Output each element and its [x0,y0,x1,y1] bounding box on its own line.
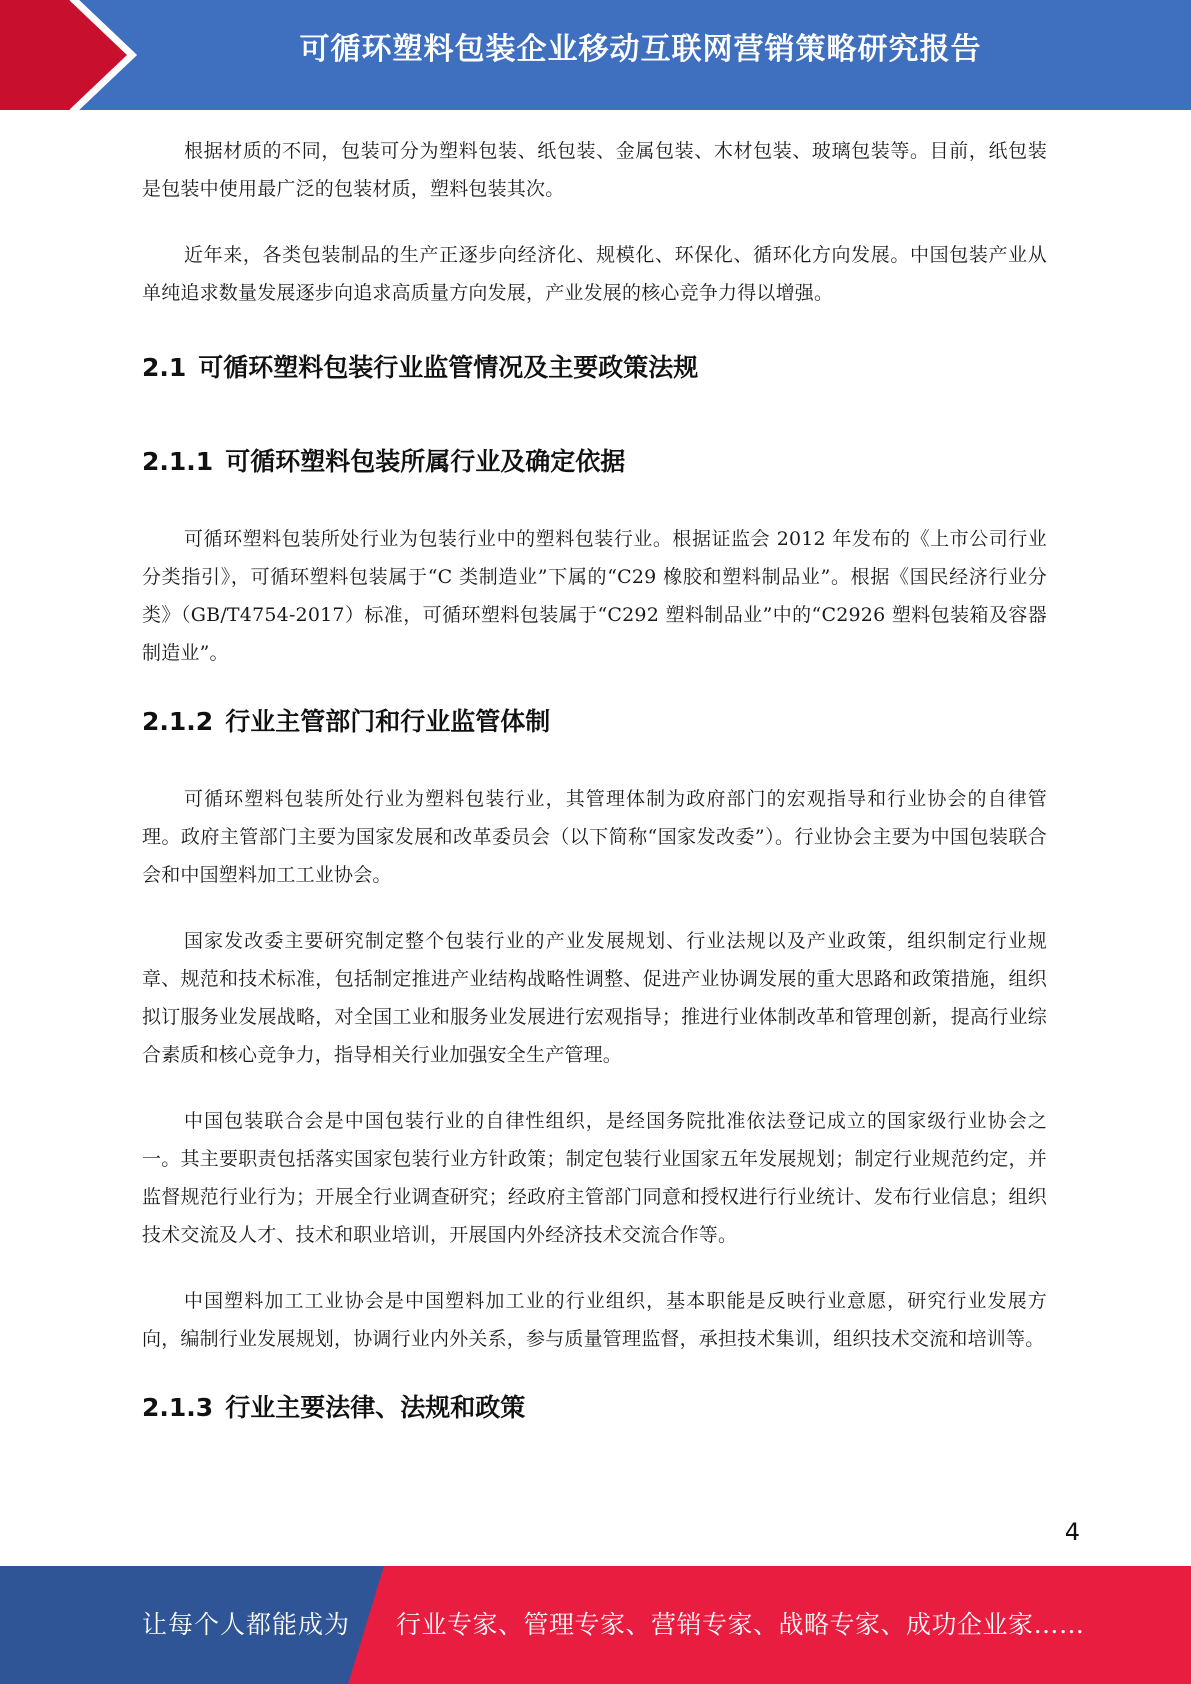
heading-number: 2.1.3 [142,1393,214,1422]
section-heading-2-1-3 [142,1388,1047,1424]
heading-text: 可循环塑料包装所属行业及确定依据 [225,447,626,476]
section-heading-2-1 [142,348,1047,384]
section-heading-2-1-1 [142,442,1047,478]
header-red-arrow [0,0,160,110]
paragraph: 中国包装联合会是中国包装行业的自律性组织，是经国务院批准依法登记成立的国家级行业协会之一。其主要职责包括落实国家包装行业方针政策；制定包装行业国家五年发展规划；制定行业规范约定，并监督规范行业行为；开展全行业调查研究；经政府主管部门同意和授权进行行业统计、发布行业信息；组织技术交流及人才、技术和职业培训，开展国内外经济技术交流合作等。 [142,1110,1047,1246]
heading-number: 2.1 [142,353,187,382]
heading-number: 2.1.1 [142,447,214,476]
paragraph: 根据材质的不同，包装可分为塑料包装、纸包装、金属包装、木材包装、玻璃包装等。目前，纸包装是包装中使用最广泛的包装材质，塑料包装其次。 [142,140,1047,200]
paragraph: 可循环塑料包装所处行业为包装行业中的塑料包装行业。根据证监会 2012 年发布的《上市公司行业分类指引》，可循环塑料包装属于“C 类制造业”下属的“C29 橡胶和塑料制品业”。根据《国民经济行业分类》（GB/T4754-2017）标准，可循环塑料包装属于“C292 塑料制品业”中的“C2926 塑料包装箱及容器制造业”。 [142,528,1047,664]
paragraph: 中国塑料加工工业协会是中国塑料加工业的行业组织，基本职能是反映行业意愿，研究行业发展方向，编制行业发展规划，协调行业内外关系，参与质量管理监督，承担技术集训，组织技术交流和培训等。 [142,1290,1047,1350]
report-title: 可循环塑料包装企业移动互联网营销策略研究报告 [299,32,982,67]
footer-slogan-right: 行业专家、管理专家、营销专家、战略专家、成功企业家…… [396,1610,1085,1639]
heading-text: 行业主要法律、法规和政策 [225,1393,526,1422]
paragraph: 国家发改委主要研究制定整个包装行业的产业发展规划、行业法规以及产业政策，组织制定行业规章、规范和技术标准，包括制定推进产业结构战略性调整、促进产业协调发展的重大思路和政策措施，组织拟订服务业发展战略，对全国工业和服务业发展进行宏观指导；推进行业体制改革和管理创新，提高行业综合素质和核心竞争力，指导相关行业加强安全生产管理。 [142,930,1047,1066]
footer-slogan-left: 让每个人都能成为 [142,1610,351,1639]
page-footer [0,1566,1191,1684]
paragraph: 近年来，各类包装制品的生产正逐步向经济化、规模化、环保化、循环化方向发展。中国包装产业从单纯追求数量发展逐步向追求高质量方向发展，产业发展的核心竞争力得以增强。 [142,244,1047,304]
heading-text: 可循环塑料包装行业监管情况及主要政策法规 [198,353,699,382]
page-number: 4 [1064,1518,1080,1546]
document-body [142,132,1047,1424]
page-header [0,0,1191,110]
heading-text: 行业主管部门和行业监管体制 [225,707,551,736]
heading-number: 2.1.2 [142,707,214,736]
section-heading-2-1-2 [142,702,1047,738]
paragraph: 可循环塑料包装所处行业为塑料包装行业，其管理体制为政府部门的宏观指导和行业协会的自律管理。政府主管部门主要为国家发展和改革委员会（以下简称“国家发改委”）。行业协会主要为中国包装联合会和中国塑料加工工业协会。 [142,788,1047,886]
